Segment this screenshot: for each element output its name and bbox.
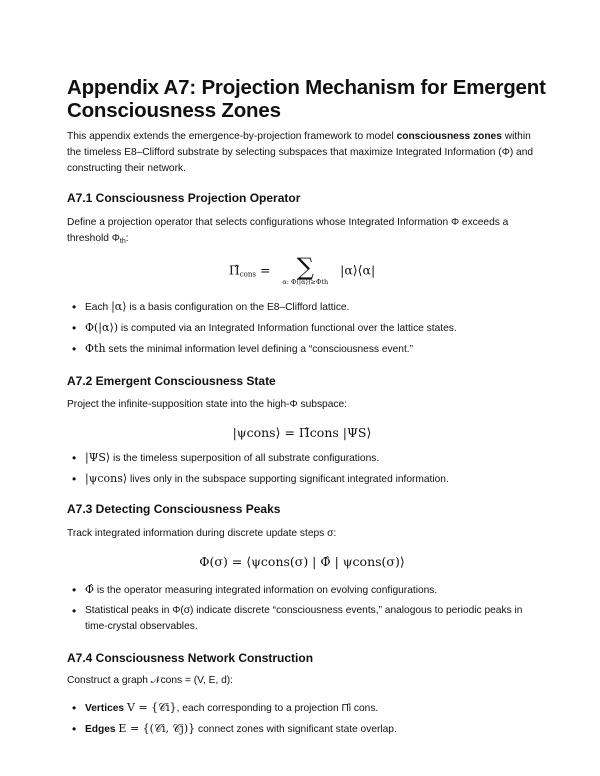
- s4-bullet-list: [67, 700, 537, 742]
- section-heading-a7-1: A7.1 Consciousness Projection Operator: [67, 191, 301, 205]
- list-item: [67, 700, 537, 717]
- bullet-text: is the operator measuring integrated information on evolving configurations.: [94, 585, 438, 596]
- s1-bullet-list: [67, 299, 537, 362]
- equation-consciousness-state: |ψcons⟩ = Π̂cons |ΨS⟩: [232, 425, 372, 440]
- bullet-text: , each corresponding to a projection Π̂i cons.: [176, 703, 379, 714]
- list-item: [67, 582, 537, 599]
- section-heading-a7-3: A7.3 Detecting Consciousness Peaks: [67, 502, 281, 516]
- bullet-text: connect zones with significant state overlap.: [195, 724, 397, 735]
- eq-lhs: Π̂: [228, 262, 240, 278]
- bullet-label: Vertices: [85, 703, 125, 714]
- list-item: [67, 341, 537, 358]
- s1-text-sub: th: [119, 238, 126, 245]
- s2-bullet-list: [67, 450, 537, 492]
- list-item: [67, 721, 537, 738]
- bullet-math: Φ̂: [85, 583, 95, 596]
- equation-phi-sigma: Φ(σ) = ⟨ψcons(σ) | Φ̂ | ψcons(σ)⟩: [199, 554, 405, 569]
- s1-paragraph: [67, 215, 537, 250]
- intro-text-2: within the timeless E8–Clifford substrate by selecting subspaces that maximize Integrated Information (Φ) and constructing their network.: [67, 131, 534, 174]
- bullet-math: |ΨS⟩: [85, 451, 111, 464]
- bullet-text: lives only in the subspace supporting significant integrated information.: [127, 474, 449, 485]
- intro-text-1: This appendix extends the emergence-by-projection framework to model: [67, 131, 397, 142]
- eq-rhs: |α⟩⟨α|: [340, 262, 376, 278]
- intro-paragraph: [67, 129, 537, 177]
- sum-limits: α: Φ(|α⟩)≥Φth: [282, 278, 329, 286]
- bullet-text: Statistical peaks in Φ(σ) indicate discrete “consciousness events,” analogous to periodic peaks in time-crystal observables.: [85, 605, 523, 632]
- list-item: [67, 450, 537, 467]
- bullet-label: Edges: [85, 724, 116, 735]
- bullet-text: is a basis configuration on the E8–Clifford lattice.: [126, 302, 350, 313]
- summation: ∑ α: Φ(|α⟩)≥Φth: [282, 253, 329, 286]
- s1-text: Define a projection operator that selects configurations whose Integrated Information Φ exceeds a threshold Φ: [67, 217, 509, 244]
- list-item: • Each |α⟩ is a basis configuration on the E8–Clifford lattice.: [67, 299, 537, 316]
- s3-paragraph: Track integrated information during discrete update steps σ:: [67, 528, 337, 539]
- intro-bold: consciousness zones: [396, 131, 502, 142]
- page-title: Appendix A7: Projection Mechanism for Emergent Consciousness Zones: [67, 76, 546, 122]
- bullet-text: sets the minimal information level defining a “consciousness event.”: [105, 344, 414, 355]
- bullet-math: Φth: [85, 342, 106, 355]
- bullet-math: Φ(|α⟩): [85, 321, 119, 334]
- bullet-math: |α⟩: [111, 300, 127, 313]
- section-heading-a7-4: A7.4 Consciousness Network Construction: [67, 651, 314, 665]
- bullet-math: |ψcons⟩: [85, 472, 128, 485]
- list-item: [67, 471, 537, 488]
- bullet-text: is computed via an Integrated Information functional over the lattice states.: [118, 323, 457, 334]
- section-heading-a7-2: A7.2 Emergent Consciousness State: [67, 374, 276, 388]
- s1-text-post: :: [125, 233, 129, 244]
- equation-projection-operator: $\Pî_{cons}$ = ∑ α: Φ(|α⟩)≥Φth |α⟩⟨α|: [228, 253, 376, 286]
- eq-lhs-sub: cons: [239, 270, 256, 279]
- list-item: [67, 320, 537, 337]
- s2-paragraph: Project the infinite-supposition state into the high-Φ subspace:: [67, 399, 347, 410]
- bullet-math: E = {(𝒞i, 𝒞j)}: [118, 722, 196, 735]
- bullet-text: is the timeless superposition of all substrate configurations.: [110, 453, 380, 464]
- s3-bullet-list: [67, 582, 537, 639]
- bullet-math: V = {𝒞i}: [126, 701, 177, 714]
- s4-paragraph: Construct a graph 𝒩cons = (V, E, d):: [67, 675, 233, 686]
- list-item: [67, 603, 537, 635]
